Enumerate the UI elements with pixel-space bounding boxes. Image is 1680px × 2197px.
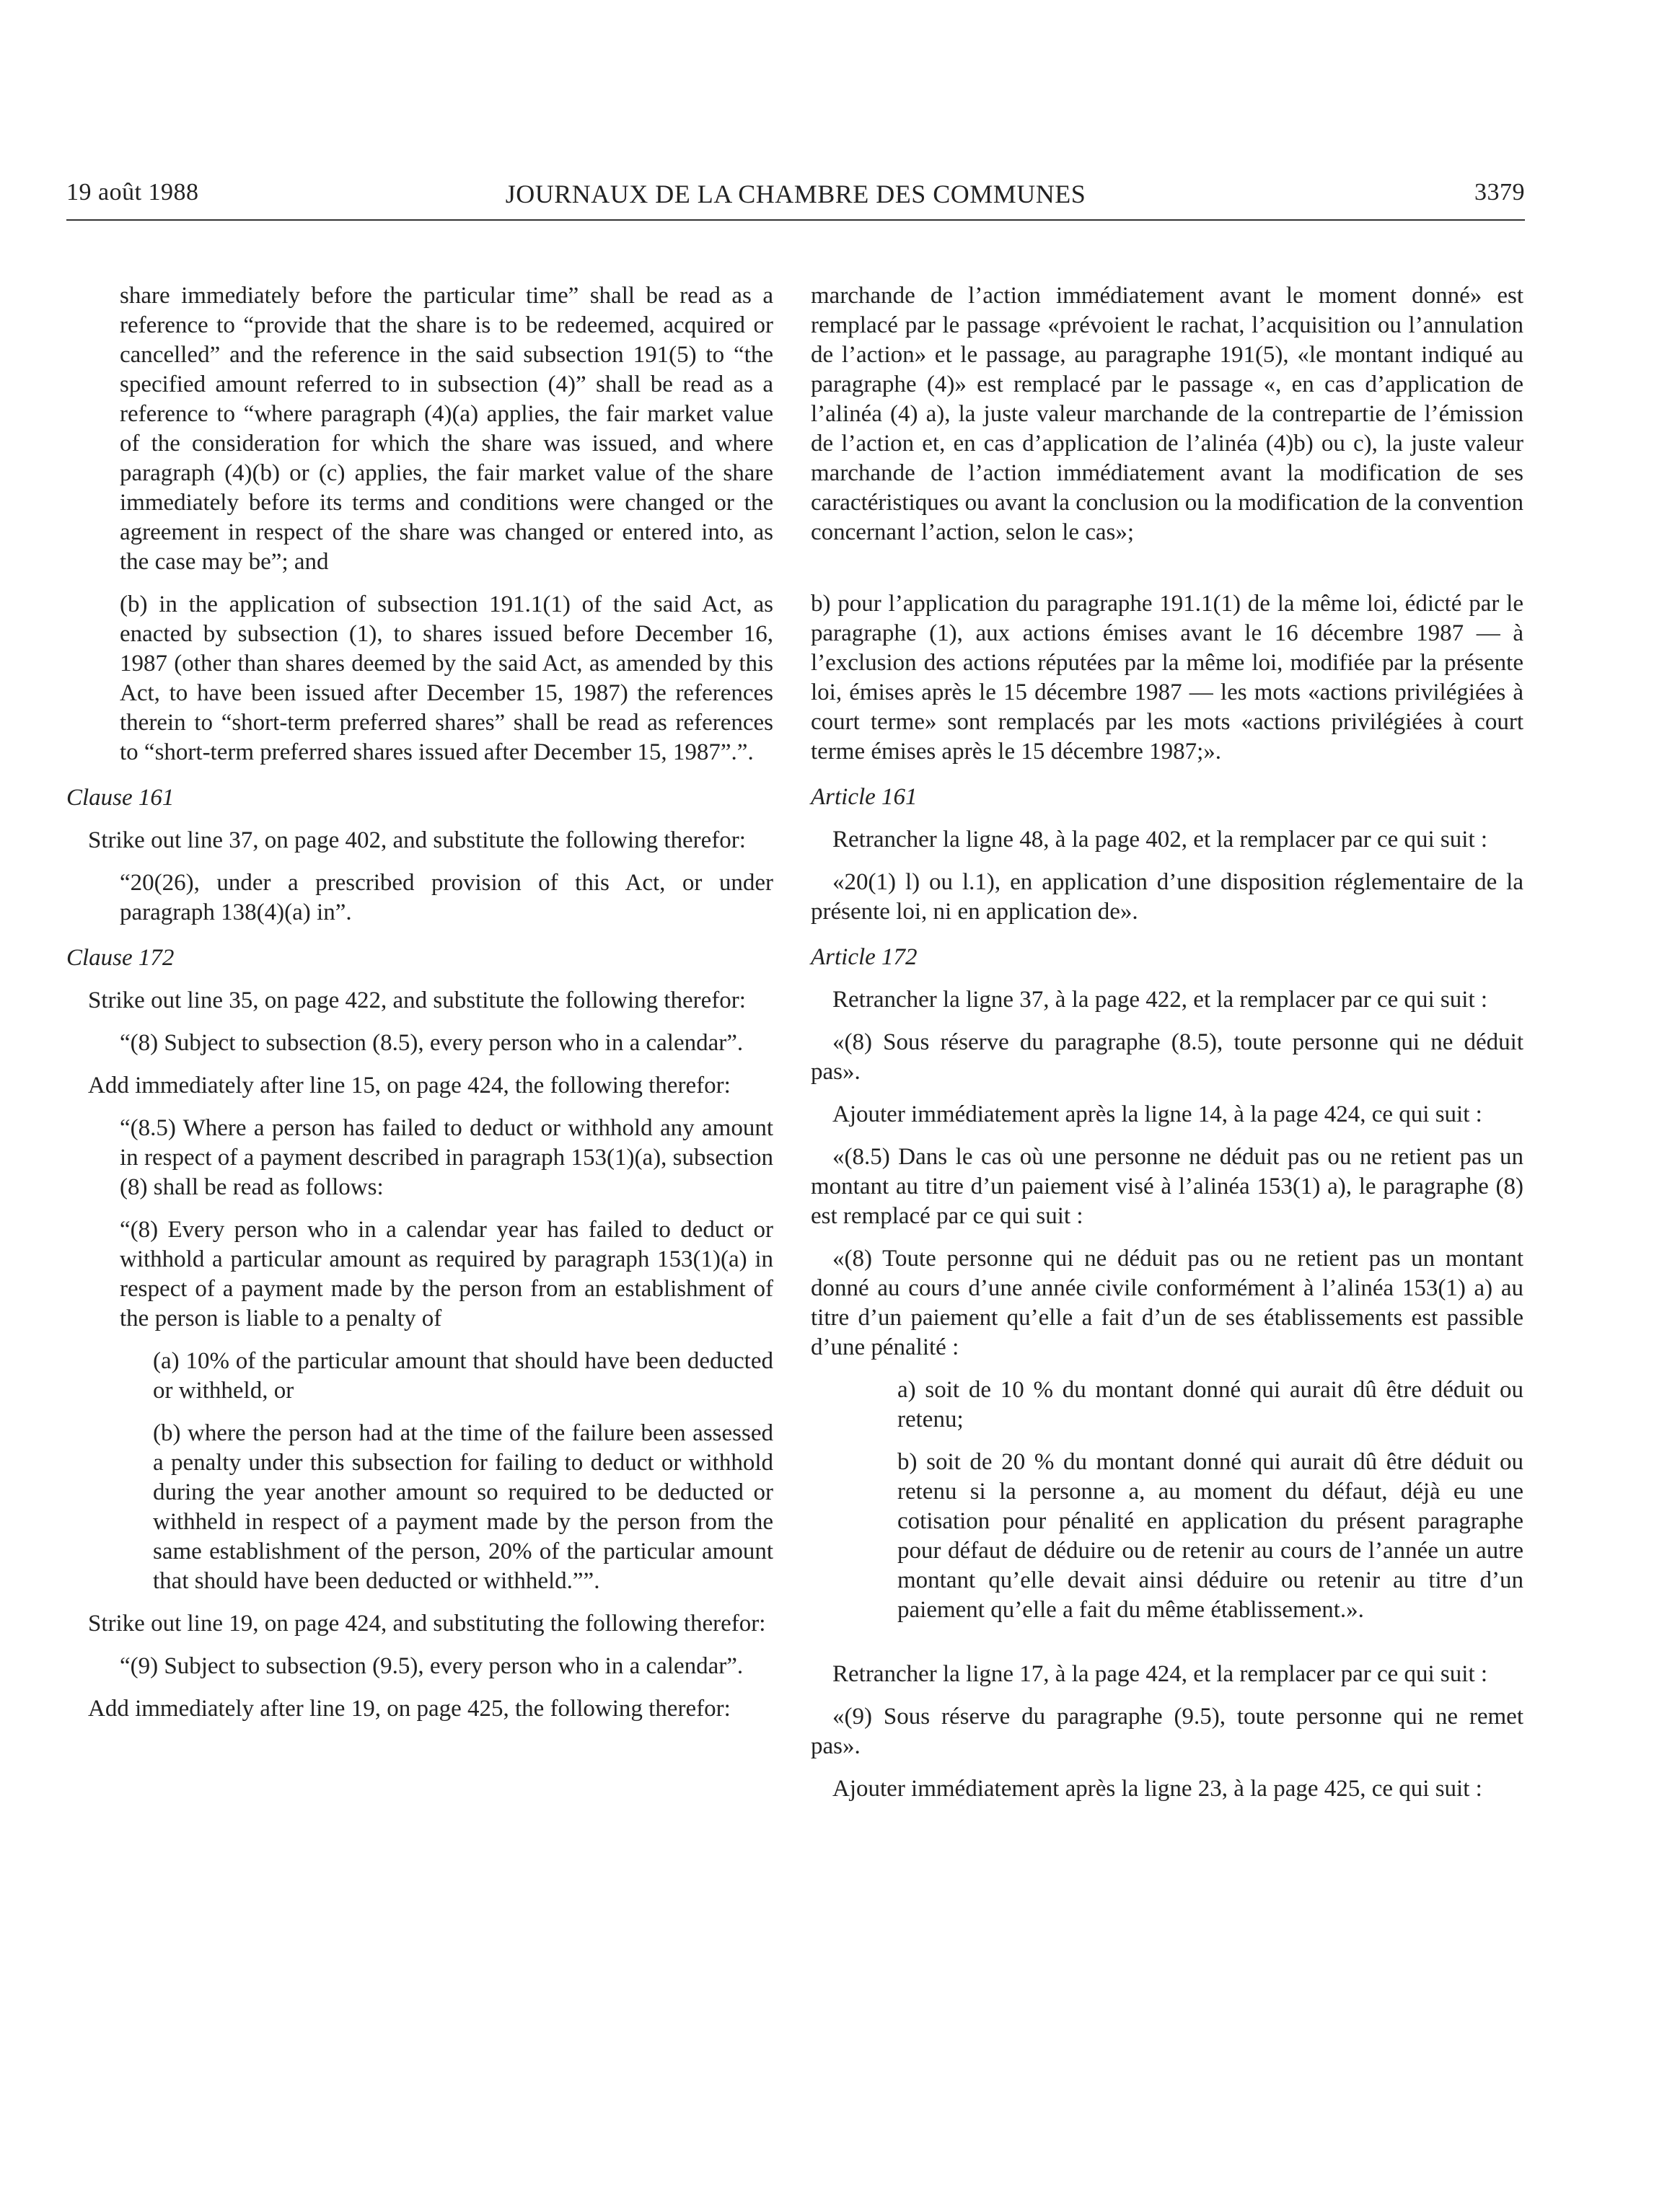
- french-column: [811, 281, 1523, 1817]
- amendment-text: “(8.5) Where a person has failed to deduct or withhold any amount in respect of a payment described in paragraph 153(1)(a), subsection (8) shall be read as follows:: [120, 1115, 773, 1200]
- amendment-subparagraph: b) soit de 20 % du montant donné qui aurait dû être déduit ou retenu si la personne a, au moment du défaut, déjà eu une cotisation pour pénalité en application du présent paragraphe pour défaut de déduire ou de retenir au cours de l’année un autre montant qu’elle devait ainsi déduire ou retenir au titre d’un paiement qu’elle a fait du même établissement.».: [897, 1449, 1523, 1623]
- amendment-subparagraph: a) soit de 10 % du montant donné qui aurait dû être déduit ou retenu;: [897, 1377, 1523, 1432]
- amendment-text: “(8) Every person who in a calendar year has failed to deduct or withhold a particular amount as required by paragraph 153(1)(a) in respect of a payment made by the person from an establishment of the person is liable to a penalty of: [120, 1217, 773, 1331]
- amendment-text: «(8) Sous réserve du paragraphe (8.5), toute personne qui ne déduit pas».: [811, 1029, 1523, 1085]
- amendment-text: «(9) Sous réserve du paragraphe (9.5), toute personne qui ne remet pas».: [811, 1704, 1523, 1759]
- instruction: Strike out line 19, on page 424, and substituting the following therefor:: [88, 1611, 766, 1637]
- instruction: Ajouter immédiatement après la ligne 23, à la page 425, ce qui suit :: [832, 1776, 1482, 1802]
- instruction: Add immediately after line 15, on page 424, the following therefor:: [88, 1073, 731, 1098]
- instruction: Retrancher la ligne 17, à la page 424, et la remplacer par ce qui suit :: [832, 1661, 1488, 1687]
- clause-heading: Clause 161: [66, 785, 175, 811]
- amendment-text: «(8) Toute personne qui ne déduit pas ou ne retient pas un montant donné au cours d’une année civile conformément à l’alinéa 153(1) a) au titre d’un paiement qu’elle a fait d’un de ses établissements est passible d’une pénalité :: [811, 1246, 1523, 1360]
- amendment-text: “20(26), under a prescribed provision of this Act, or under paragraph 138(4)(a) in”.: [120, 870, 773, 925]
- instruction: Retrancher la ligne 37, à la page 422, et la remplacer par ce qui suit :: [832, 987, 1488, 1013]
- header-title: JOURNAUX DE LA CHAMBRE DES COMMUNES: [505, 180, 1086, 208]
- instruction: Strike out line 35, on page 422, and substitute the following therefor:: [88, 987, 746, 1013]
- paragraph: marchande de l’action immédiatement avant le moment donné» est remplacé par le passage «prévoient le rachat, l’acquisition ou l’annulation de l’action» et le passage, au paragraphe 191(5), «le montant indiqué au paragraphe (4)» est remplacé par le passage «, en cas d’application de l’alinéa (4) a), la juste valeur marchande de la contrepartie de l’émission de l’action et, en cas d’application de l’alinéa (4)b) ou c), la juste valeur marchande de l’action immédiatement avant la modification de ses caractéristiques ou avant la conclusion ou la modification de la convention concernant l’action, selon le cas»;: [811, 283, 1523, 545]
- amendment-subparagraph: (a) 10% of the particular amount that should have been deducted or withheld, or: [153, 1348, 773, 1404]
- instruction: Retrancher la ligne 48, à la page 402, et la remplacer par ce qui suit :: [832, 827, 1488, 853]
- article-heading: Article 161: [811, 784, 918, 810]
- page-header: [66, 176, 1525, 221]
- paragraph: share immediately before the particular time” shall be read as a reference to “provide that the share is to be redeemed, acquired or cancelled” and the reference in the said subsection 191(5) to “the specified amount referred to in subsection (4)” shall be read as a reference to “where paragraph (4)(a) applies, the fair market value of the consideration for which the share was issued, and where paragraph (4)(b) or (c) applies, the fair market value of the share immediately before its terms and conditions were changed or the agreement in respect of the share was changed or entered into, as the case may be”; and: [120, 283, 773, 575]
- page-number: 3379: [1474, 179, 1525, 206]
- article-heading: Article 172: [811, 944, 918, 970]
- amendment-text: «(8.5) Dans le cas où une personne ne déduit pas ou ne retient pas un montant au titre d’un paiement visé à l’alinéa 153(1) a), le paragraphe (8) est remplacé par ce qui suit :: [811, 1144, 1523, 1229]
- clause-heading: Clause 172: [66, 945, 175, 971]
- english-column: [66, 281, 773, 1737]
- amendment-text: «20(1) l) ou l.1), en application d’une disposition réglementaire de la présente loi, ni en application de».: [811, 869, 1523, 925]
- amendment-text: “(8) Subject to subsection (8.5), every person who in a calendar”.: [120, 1030, 744, 1056]
- instruction: Strike out line 37, on page 402, and substitute the following therefor:: [88, 827, 746, 853]
- paragraph: (b) in the application of subsection 191.1(1) of the said Act, as enacted by subsection (1), to shares issued before December 16, 1987 (other than shares deemed by the said Act, as amended by this Act, to have been issued after December 15, 1987) the references therein to “short-term preferred shares” shall be read as references to “short-term preferred shares issued after December 15, 1987”.”.: [120, 591, 773, 765]
- header-date: 19 août 1988: [66, 179, 199, 206]
- amendment-text: “(9) Subject to subsection (9.5), every person who in a calendar”.: [120, 1653, 744, 1679]
- instruction: Add immediately after line 19, on page 425, the following therefor:: [88, 1696, 731, 1722]
- paragraph: b) pour l’application du paragraphe 191.1(1) de la même loi, édicté par le paragraphe (1), aux actions émises avant le 16 décembre 1987 — à l’exclusion des actions réputées par la même loi, modifiée par la présente loi, émises après le 15 décembre 1987 — les mots «actions privilégiées à court terme» sont remplacés par les mots «actions privilégiées à court terme émises après le 15 décembre 1987;».: [811, 591, 1523, 765]
- instruction: Ajouter immédiatement après la ligne 14, à la page 424, ce qui suit :: [832, 1101, 1482, 1127]
- amendment-subparagraph: (b) where the person had at the time of the failure been assessed a penalty under this subsection for failing to deduct or withhold during the year another amount so required to be deducted or withheld in respect of a payment made by the person from the same establishment of the person, 20% of the particular amount that should have been deducted or withheld.””.: [153, 1420, 773, 1594]
